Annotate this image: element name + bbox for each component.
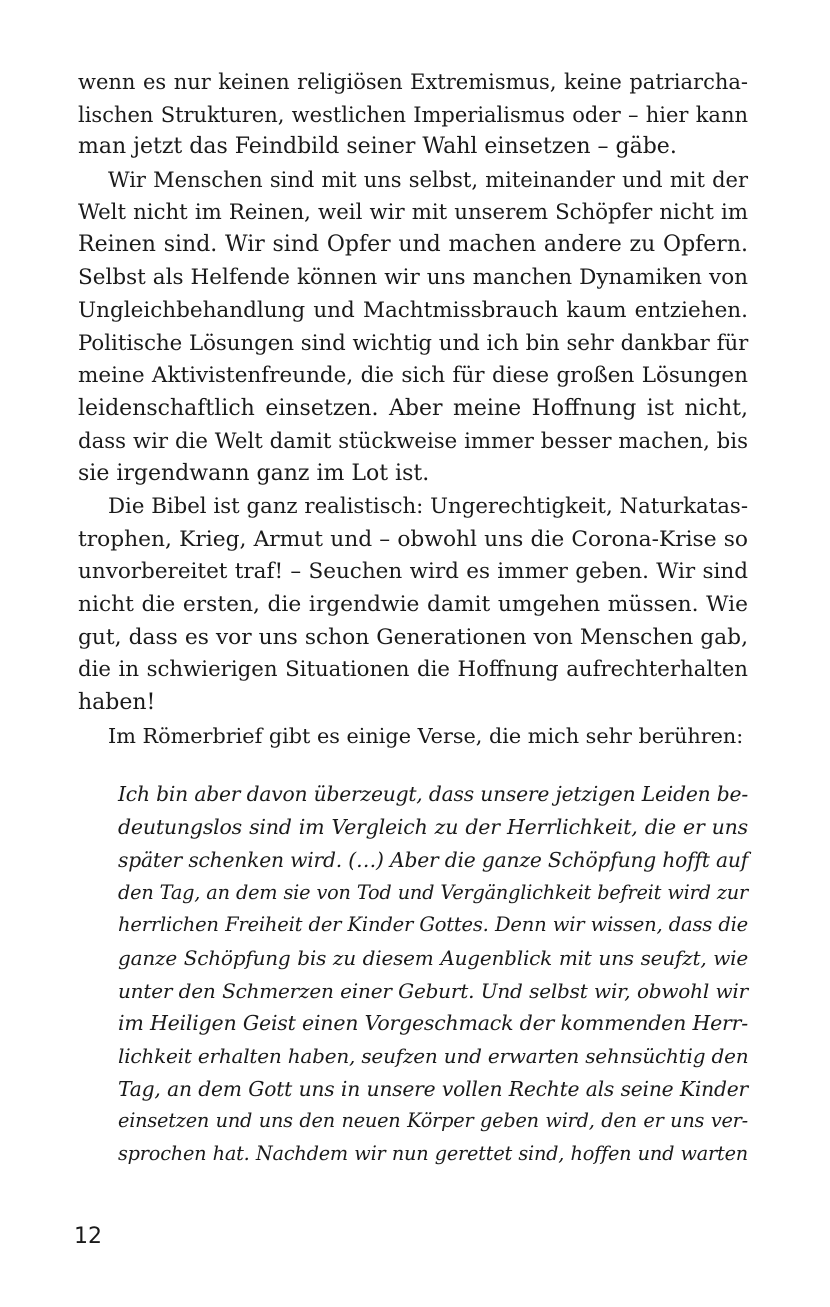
- bible-quote: [78, 778, 748, 1170]
- body-text: [78, 66, 748, 752]
- text-line: Reinen sind. Wir sind Opfer und machen andere zu Opfern.: [78, 232, 748, 258]
- text-line: Welt nicht im Reinen, weil wir mit unserem Schöpfer nicht im: [78, 199, 748, 225]
- quote-line: einsetzen und uns den neuen Körper geben wird, den er uns ver-: [118, 1109, 748, 1133]
- quote-line: Ich bin aber davon überzeugt, dass unsere jetzigen Leiden be-: [118, 782, 748, 807]
- text-line: man jetzt das Feindbild seiner Wahl einsetzen – gäbe.: [78, 134, 677, 160]
- text-line: wenn es nur keinen religiösen Extremismus, keine patriarcha-: [78, 70, 748, 94]
- text-line: meine Aktivistenfreunde, die sich für diese großen Lösungen: [78, 363, 748, 389]
- quote-line: im Heiligen Geist einen Vorgeschmack der kommenden Herr-: [118, 1011, 748, 1036]
- text-line: trophen, Krieg, Armut und – obwohl uns die Corona-Krise so: [78, 526, 748, 552]
- quote-line: lichkeit erhalten haben, seufzen und erwarten sehnsüchtig den: [118, 1043, 749, 1068]
- quote-line: herrlichen Freiheit der Kinder Gottes. Denn wir wissen, dass die: [118, 913, 748, 937]
- quote-line: unter den Schmerzen einer Geburt. Und selbst wir, obwohl wir: [118, 978, 748, 1003]
- text-line: Selbst als Helfende können wir uns manchen Dynamiken von: [78, 265, 748, 291]
- text-line: Im Römerbrief gibt es einige Verse, die mich sehr berühren:: [108, 723, 744, 748]
- text-line: haben!: [78, 690, 156, 716]
- page-number: 12: [74, 1224, 102, 1249]
- quote-line: deutungslos sind im Vergleich zu der Herrlichkeit, die er uns: [118, 815, 748, 840]
- text-line: dass wir die Welt damit stückweise immer besser machen, bis: [78, 428, 748, 454]
- text-line: Ungleichbehandlung und Machtmissbrauch kaum entziehen.: [78, 297, 748, 323]
- text-line: lischen Strukturen, westlichen Imperialismus oder – hier kann: [78, 102, 748, 127]
- text-line: Politische Lösungen sind wichtig und ich bin sehr dankbar für: [78, 330, 749, 356]
- paragraph: [78, 66, 748, 164]
- text-line: die in schwierigen Situationen die Hoffnung aufrechterhalten: [78, 657, 748, 683]
- quote-line: ganze Schöpfung bis zu diesem Augenblick mit uns seufzt, wie: [118, 945, 748, 970]
- text-line: leidenschaftlich einsetzen. Aber meine Hoffnung ist nicht,: [78, 395, 748, 421]
- book-page: [78, 66, 748, 1171]
- text-line: unvorbereitet traf! – Seuchen wird es immer geben. Wir sind: [78, 559, 748, 585]
- text-line: sie irgendwann ganz im Lot ist.: [78, 461, 430, 487]
- text-line: gut, dass es vor uns schon Generationen von Menschen gab,: [78, 624, 748, 650]
- text-line: Die Bibel ist ganz realistisch: Ungerechtigkeit, Naturkatas-: [108, 493, 748, 519]
- text-line: nicht die ersten, die irgendwie damit umgehen müssen. Wie: [78, 592, 748, 617]
- quote-line: sprochen hat. Nachdem wir nun gerettet sind, hoffen und warten: [118, 1142, 748, 1165]
- paragraph: [78, 720, 748, 753]
- quote-line: Tag, an dem Gott uns in unsere vollen Rechte als seine Kinder: [118, 1076, 748, 1101]
- quote-line: später schenken wird. (…) Aber die ganze Schöpfung hofft auf: [118, 847, 748, 872]
- text-line: Wir Menschen sind mit uns selbst, miteinander und mit der: [108, 168, 748, 193]
- paragraph: [78, 491, 748, 720]
- paragraph: [78, 164, 748, 491]
- quote-line: den Tag, an dem sie von Tod und Vergänglichkeit befreit wird zur: [118, 880, 748, 904]
